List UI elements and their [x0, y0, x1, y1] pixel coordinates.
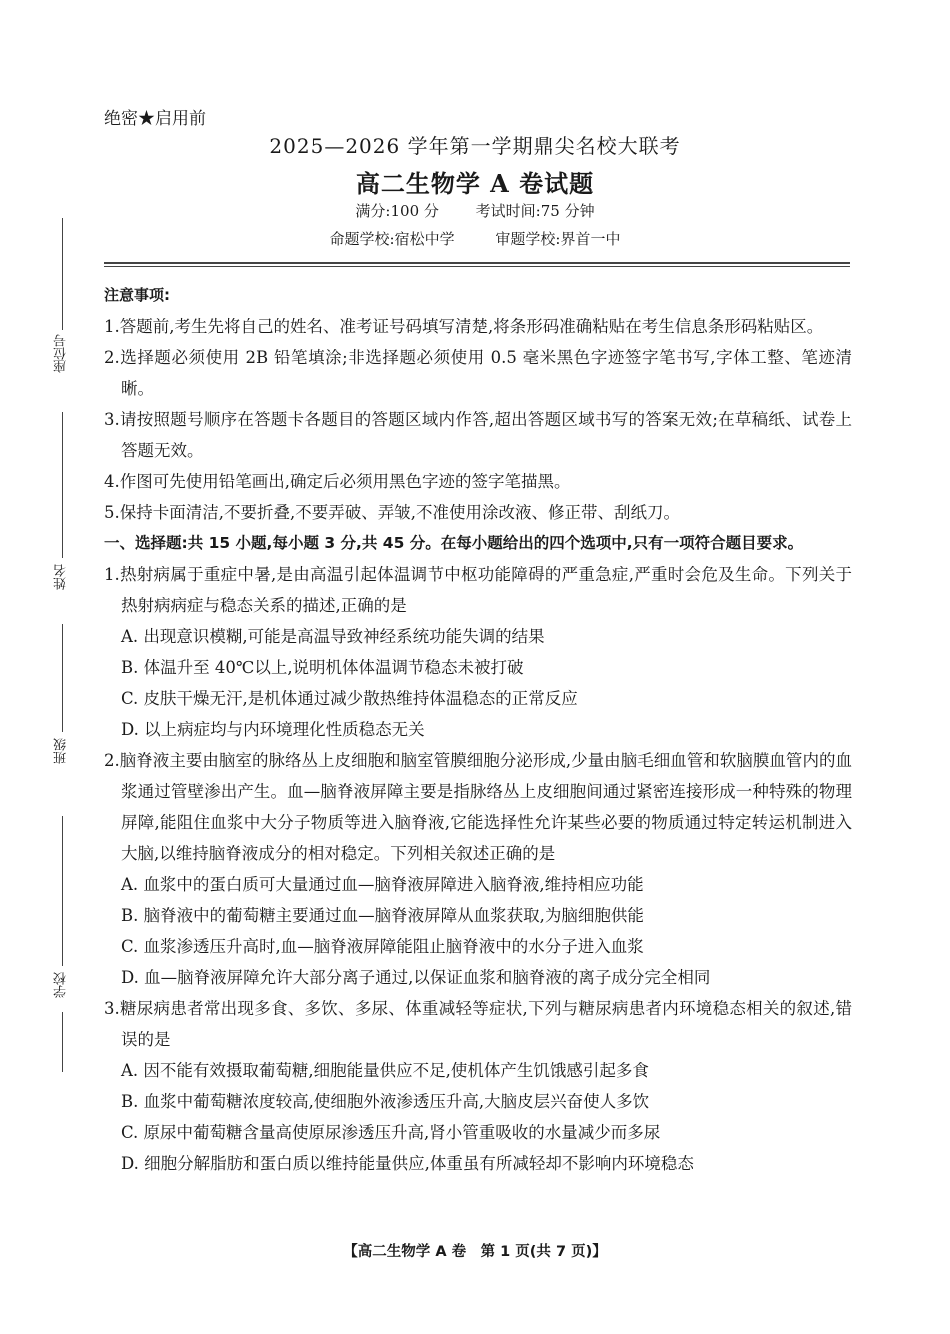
- seat-number-label: 座位号: [54, 334, 69, 373]
- notice-title: 注意事项:: [104, 286, 170, 304]
- option-a: A. 血浆中的蛋白质可大量通过血—脑脊液屏障进入脑脊液,维持相应功能: [121, 875, 644, 894]
- exam-meta-score-time: [0, 200, 950, 221]
- binding-line: [62, 816, 63, 966]
- header-divider-thick: [104, 262, 850, 264]
- exam-time: 考试时间:75 分钟: [475, 202, 595, 220]
- confidential-mark: 绝密★启用前: [104, 109, 206, 129]
- binding-line: [62, 624, 63, 732]
- section-heading: 一、选择题:共 15 小题,每小题 3 分,共 45 分。在每小题给出的四个选项中,只有一项符合题目要求。: [104, 534, 804, 552]
- option-d: D. 血—脑脊液屏障允许大部分离子通过,以保证血浆和脑脊液的离子成分完全相同: [121, 968, 711, 987]
- page-footer: 【高二生物学 A 卷 第 1 页(共 7 页)】: [343, 1244, 607, 1260]
- option-a: A. 出现意识模糊,可能是高温导致神经系统功能失调的结果: [121, 627, 545, 646]
- option-d: D. 细胞分解脂肪和蛋白质以维持能量供应,体重虽有所减轻却不影响内环境稳态: [121, 1154, 694, 1173]
- option-b: B. 血浆中葡萄糖浓度较高,使细胞外液渗透压升高,大脑皮层兴奋使人多饮: [121, 1092, 650, 1111]
- name-label: 姓名: [54, 564, 69, 590]
- binding-line: [62, 412, 63, 558]
- question-stem: 2.脑脊液主要由脑室的脉络丛上皮细胞和脑室管膜细胞分泌形成,少量由脑毛细血管和软脑膜血管内的血浆通过管壁渗出产生。血—脑脊液屏障主要是指脉络丛上皮细胞间通过紧密连接形成一种特殊的物理屏障,能阻住血浆中大分子物质等进入脑脊液,它能选择性允许某些必要的物质通过特定转运机制进入大脑,以维持脑脊液成分的相对稳定。下列相关叙述正确的是: [104, 751, 852, 863]
- notice-item: 4.作图可先使用铅笔画出,确定后必须用黑色字迹的签字笔描黑。: [104, 472, 571, 491]
- option-c: C. 血浆渗透压升高时,血—脑脊液屏障能阻止脑脊液中的水分子进入血浆: [121, 937, 644, 956]
- header-divider-thin: [104, 266, 850, 267]
- option-c: C. 原尿中葡萄糖含量高使原尿渗透压升高,肾小管重吸收的水量减少而多尿: [121, 1123, 661, 1142]
- exam-content: [104, 280, 852, 1179]
- reviewer-school: 审题学校:界首一中: [495, 230, 621, 248]
- question-stem: 1.热射病属于重症中暑,是由高温引起体温调节中枢功能障碍的严重急症,严重时会危及生命。下列关于热射病病症与稳态关系的描述,正确的是: [104, 565, 852, 615]
- option-a: A. 因不能有效摄取葡萄糖,细胞能量供应不足,使机体产生饥饿感引起多食: [121, 1061, 649, 1080]
- option-b: B. 脑脊液中的葡萄糖主要通过血—脑脊液屏障从血浆获取,为脑细胞供能: [121, 906, 644, 925]
- question-stem: 3.糖尿病患者常出现多食、多饮、多尿、体重减轻等症状,下列与糖尿病患者内环境稳态相关的叙述,错误的是: [104, 999, 852, 1049]
- notice-item: 3.请按照题号顺序在答题卡各题目的答题区域内作答,超出答题区域书写的答案无效;在草稿纸、试卷上答题无效。: [104, 410, 852, 460]
- exam-name: 2025—2026 学年第一学期鼎尖名校大联考: [269, 134, 681, 158]
- question-1: [104, 559, 852, 745]
- question-2: [104, 745, 852, 993]
- option-d: D. 以上病症均与内环境理化性质稳态无关: [121, 720, 425, 739]
- option-c: C. 皮肤干燥无汗,是机体通过减少散热维持体温稳态的正常反应: [121, 689, 578, 708]
- page-title: 高二生物学 A 卷试题: [355, 169, 595, 198]
- binding-line: [62, 1012, 63, 1072]
- question-3: [104, 993, 852, 1179]
- setter-school: 命题学校:宿松中学: [329, 230, 455, 248]
- full-score: 满分:100 分: [355, 202, 439, 220]
- exam-meta-schools: [0, 228, 950, 249]
- binding-line: [62, 218, 63, 330]
- option-b: B. 体温升至 40℃以上,说明机体体温调节稳态未被打破: [121, 658, 524, 677]
- class-label: 班级: [54, 738, 69, 764]
- notice-item: 2.选择题必须使用 2B 铅笔填涂;非选择题必须使用 0.5 毫米黑色字迹签字笔书写,字体工整、笔迹清晰。: [104, 348, 852, 398]
- school-label: 学校: [54, 972, 69, 998]
- notice-item: 5.保持卡面清洁,不要折叠,不要弄破、弄皱,不准使用涂改液、修正带、刮纸刀。: [104, 503, 680, 522]
- notice-item: 1.答题前,考生先将自己的姓名、准考证号码填写清楚,将条形码准确粘贴在考生信息条形码粘贴区。: [104, 317, 824, 336]
